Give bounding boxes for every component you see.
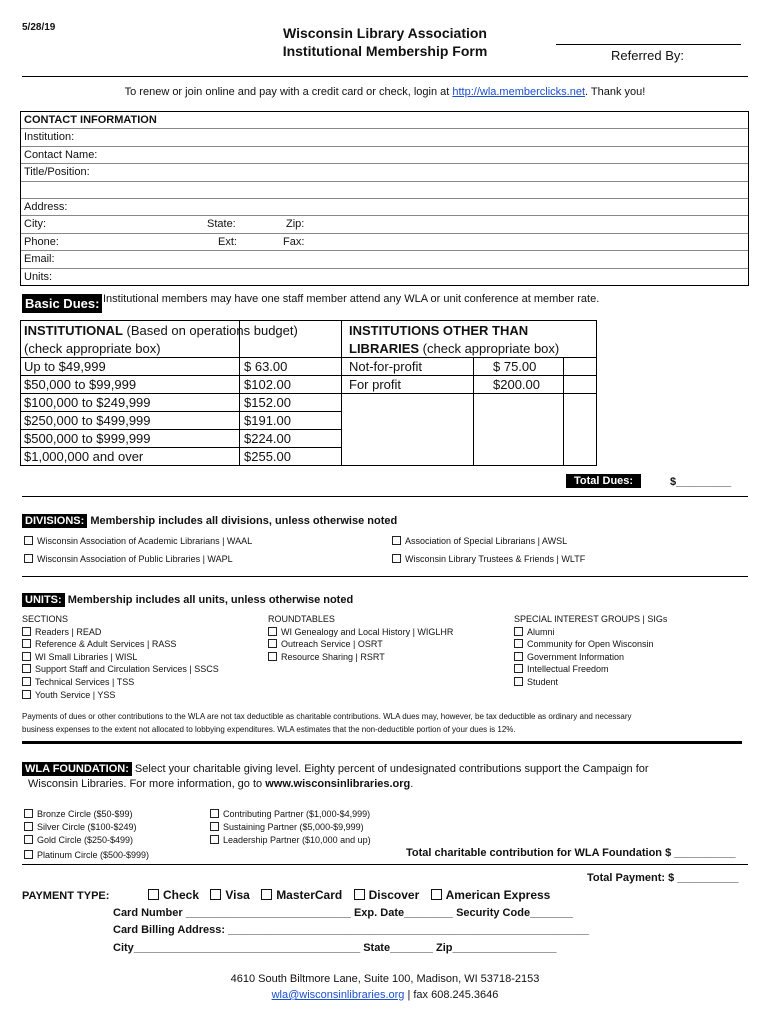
- checkbox-icon[interactable]: [514, 639, 523, 648]
- option-check-label: Check: [163, 888, 200, 902]
- sections-heading: SECTIONS: [22, 614, 69, 624]
- division-awsl-label: Association of Special Librarians | AWSL: [405, 536, 568, 546]
- contact-heading: CONTACT INFORMATION: [21, 112, 748, 129]
- email-label: Email:: [24, 253, 55, 266]
- checkbox-icon[interactable]: [22, 652, 31, 661]
- section-yss-label: Youth Service | YSS: [35, 689, 116, 700]
- divisions-divider: [22, 576, 748, 577]
- option-mastercard-label: MasterCard: [276, 888, 343, 902]
- other-heading-1: INSTITUTIONS OTHER THAN: [349, 323, 529, 338]
- level-platinum[interactable]: [24, 849, 149, 862]
- option-amex-label: American Express: [445, 888, 551, 902]
- foundation-site[interactable]: www.wisconsinlibraries.org: [265, 778, 411, 790]
- dues-range-2: $50,000 to $99,999: [24, 377, 137, 392]
- checkbox-icon[interactable]: [514, 627, 523, 636]
- level-silver-label: Silver Circle ($100-$249): [37, 822, 137, 832]
- option-mastercard[interactable]: [261, 888, 342, 902]
- tax-divider: [22, 741, 742, 744]
- sig-alumni-label: Alumni: [527, 626, 555, 637]
- division-wapl-label: Wisconsin Association of Public Libraries | WAPL: [37, 554, 233, 564]
- checkbox-icon[interactable]: [514, 664, 523, 673]
- total-dues-label: Total Dues:: [566, 474, 641, 488]
- checkbox-icon[interactable]: [210, 809, 219, 818]
- dues-amount-4[interactable]: $191.00: [244, 413, 291, 428]
- org-title: Wisconsin Library Association: [283, 25, 487, 41]
- divisions-heading: [22, 515, 397, 527]
- checkbox-icon[interactable]: [22, 639, 31, 648]
- other-heading-2: [349, 340, 559, 358]
- dues-range-3: $100,000 to $249,999: [24, 395, 151, 410]
- option-check[interactable]: [148, 888, 199, 902]
- section-sscs[interactable]: [22, 663, 219, 676]
- division-awsl[interactable]: [392, 536, 567, 546]
- checkbox-icon[interactable]: [24, 809, 33, 818]
- section-yss[interactable]: [22, 689, 219, 702]
- level-sustaining-label: Sustaining Partner ($5,000-$9,999): [223, 822, 364, 832]
- basic-dues-note: Institutional members may have one staff member attend any WLA or unit conference at member rate.: [103, 293, 600, 305]
- division-wltf[interactable]: [392, 554, 585, 564]
- checkbox-icon[interactable]: [148, 889, 159, 900]
- address-label: Address:: [24, 200, 68, 213]
- dues-range-5: $500,000 to $999,999: [24, 431, 151, 446]
- institutional-heading: [24, 322, 298, 340]
- checkbox-icon[interactable]: [22, 627, 31, 636]
- intro-after: . Thank you!: [585, 86, 646, 98]
- sig-intellectual-freedom-label: Intellectual Freedom: [527, 664, 609, 675]
- checkbox-icon[interactable]: [24, 554, 33, 563]
- state-label: State:: [207, 218, 236, 231]
- institutional-heading-bold: INSTITUTIONAL: [24, 323, 123, 338]
- roundtable-osrt[interactable]: [268, 638, 453, 651]
- foundation-text-1: Select your charitable giving level. Eighty percent of undesignated contributions support the Campaign for: [131, 763, 649, 775]
- dues-amount-5[interactable]: $224.00: [244, 431, 291, 446]
- foundation-levels-right: [210, 808, 371, 847]
- institutional-check-note: (check appropriate box): [24, 341, 161, 356]
- checkbox-icon[interactable]: [514, 652, 523, 661]
- section-tss[interactable]: [22, 676, 219, 689]
- footer-email-link[interactable]: wla@wisconsinlibraries.org: [271, 989, 405, 1001]
- dues-amount-3[interactable]: $152.00: [244, 395, 291, 410]
- other-type-1: Not-for-profit: [349, 359, 422, 374]
- level-silver[interactable]: [24, 821, 149, 834]
- email-field[interactable]: [21, 251, 748, 268]
- section-rass-label: Reference & Adult Services | RASS: [35, 639, 177, 650]
- checkbox-icon[interactable]: [22, 664, 31, 673]
- division-waal-label: Wisconsin Association of Academic Librarians | WAAL: [37, 536, 253, 546]
- units-note: Membership includes all units, unless otherwise noted: [64, 594, 354, 606]
- tax-note-line-2: business expenses to the extent not allocated to lobbying expenditures. WLA estimates that the non-deductible portion of your dues is 12%.: [22, 724, 516, 734]
- foundation-divider: [22, 864, 748, 865]
- foundation-text-2: Wisconsin Libraries. For more information, go to: [28, 778, 266, 790]
- memberclicks-link[interactable]: http://wla.memberclicks.net: [452, 86, 586, 98]
- footer-contact: [0, 989, 770, 1001]
- division-wapl[interactable]: [24, 554, 233, 564]
- other-amount-1[interactable]: $ 75.00: [493, 359, 537, 374]
- option-visa-label: Visa: [225, 888, 250, 902]
- units-label: Units:: [24, 270, 53, 283]
- phone-label: Phone:: [24, 235, 59, 248]
- zip-label: Zip:: [286, 218, 305, 231]
- checkbox-icon[interactable]: [24, 536, 33, 545]
- checkbox-icon[interactable]: [431, 889, 442, 900]
- ext-label: Ext:: [218, 235, 237, 248]
- address-field[interactable]: [21, 199, 748, 216]
- checkbox-icon[interactable]: [268, 652, 277, 661]
- checkbox-icon[interactable]: [22, 690, 31, 699]
- section-read[interactable]: [22, 626, 219, 639]
- checkbox-icon[interactable]: [514, 677, 523, 686]
- level-leadership[interactable]: [210, 834, 371, 847]
- sig-open-wisconsin-label: Community for Open Wisconsin: [527, 639, 654, 650]
- level-contributing-label: Contributing Partner ($1,000-$4,999): [223, 809, 371, 819]
- option-discover-label: Discover: [368, 888, 420, 902]
- referred-by-line[interactable]: [556, 44, 741, 45]
- title-position-field[interactable]: [21, 164, 748, 181]
- sig-government-info[interactable]: [514, 651, 667, 664]
- level-leadership-label: Leadership Partner ($10,000 and up): [223, 835, 371, 845]
- roundtables-column: [268, 613, 453, 663]
- sig-government-info-label: Government Information: [527, 651, 625, 662]
- contact-name-field[interactable]: [21, 147, 748, 164]
- roundtables-heading: ROUNDTABLES: [268, 614, 335, 624]
- section-sscs-label: Support Staff and Circulation Services | SSCS: [35, 664, 219, 675]
- form-title: Institutional Membership Form: [282, 43, 488, 59]
- institution-label: Institution:: [24, 131, 75, 144]
- dues-table: [20, 320, 597, 466]
- foundation-intro: [22, 762, 649, 792]
- total-dues-value[interactable]: $_________: [670, 476, 732, 488]
- footer-fax: | fax 608.245.3646: [404, 989, 499, 1001]
- checkbox-icon[interactable]: [24, 850, 33, 859]
- units-field[interactable]: [21, 269, 748, 285]
- checkbox-icon[interactable]: [261, 889, 272, 900]
- sig-intellectual-freedom[interactable]: [514, 663, 667, 676]
- divisions-label: DIVISIONS:: [22, 514, 87, 528]
- checkbox-icon[interactable]: [210, 889, 221, 900]
- form-date: 5/28/19: [22, 22, 56, 33]
- checkbox-icon[interactable]: [268, 627, 277, 636]
- checkbox-icon[interactable]: [24, 822, 33, 831]
- dues-range-4: $250,000 to $499,999: [24, 413, 151, 428]
- other-amount-2[interactable]: $200.00: [493, 377, 540, 392]
- other-heading-2-bold: LIBRARIES: [349, 341, 420, 356]
- dues-amount-6[interactable]: $255.00: [244, 449, 291, 464]
- referred-by-label: Referred By:: [611, 48, 684, 63]
- other-type-2: For profit: [349, 377, 402, 392]
- checkbox-icon[interactable]: [24, 835, 33, 844]
- section-tss-label: Technical Services | TSS: [35, 676, 135, 687]
- basic-dues-label: Basic Dues:: [22, 294, 102, 313]
- institution-field[interactable]: [21, 129, 748, 146]
- roundtable-osrt-label: Outreach Service | OSRT: [281, 639, 383, 650]
- level-gold-label: Gold Circle ($250-$499): [37, 835, 134, 845]
- sig-student[interactable]: [514, 676, 667, 689]
- units-heading: [22, 594, 353, 606]
- roundtable-wiglhr-label: WI Genealogy and Local History | WIGLHR: [281, 626, 454, 637]
- institutional-heading-sub: (Based on operations budget): [122, 323, 298, 338]
- level-gold[interactable]: [24, 834, 149, 847]
- payment-options: [148, 888, 550, 902]
- city-row[interactable]: [21, 216, 748, 233]
- checkbox-icon[interactable]: [210, 835, 219, 844]
- level-bronze[interactable]: [24, 808, 149, 821]
- units-label-tag: UNITS:: [22, 593, 65, 607]
- checkbox-icon[interactable]: [354, 889, 365, 900]
- tax-note: [22, 711, 752, 736]
- foundation-text-end: .: [410, 778, 414, 790]
- title-position-label: Title/Position:: [24, 166, 90, 179]
- dues-range-1: Up to $49,999: [24, 359, 106, 374]
- checkbox-icon[interactable]: [210, 822, 219, 831]
- sigs-column: [514, 613, 667, 689]
- foundation-levels-left: [24, 808, 149, 862]
- contact-name-label: Contact Name:: [24, 148, 98, 161]
- payment-type-label: PAYMENT TYPE:: [22, 890, 110, 902]
- level-contributing[interactable]: [210, 808, 371, 821]
- section-wisl-label: WI Small Libraries | WISL: [35, 651, 138, 662]
- sigs-heading: SPECIAL INTEREST GROUPS | SIGs: [514, 614, 668, 624]
- roundtable-rsrt[interactable]: [268, 651, 453, 664]
- phone-row[interactable]: [21, 234, 748, 251]
- roundtable-rsrt-label: Resource Sharing | RSRT: [281, 651, 385, 662]
- division-waal[interactable]: [24, 536, 252, 546]
- city-state-zip-line[interactable]: City_____________________________________ State_______ Zip_________________: [113, 942, 557, 954]
- option-amex[interactable]: [431, 888, 551, 902]
- footer-address: 4610 South Biltmore Lane, Suite 100, Madison, WI 53718-2153: [230, 973, 540, 985]
- dues-range-6: $1,000,000 and over: [24, 449, 144, 464]
- other-check-note: (check appropriate box): [419, 341, 560, 356]
- blank-row[interactable]: [21, 182, 748, 199]
- section-rass[interactable]: [22, 638, 219, 651]
- division-wltf-label: Wisconsin Library Trustees & Friends | WLTF: [405, 554, 586, 564]
- divisions-note: Membership includes all divisions, unless otherwise noted: [87, 515, 398, 527]
- card-number-line[interactable]: Card Number ___________________________ Exp. Date________ Security Code_______: [113, 907, 573, 919]
- dues-divider: [22, 496, 748, 497]
- option-discover[interactable]: [354, 888, 420, 902]
- foundation-total[interactable]: Total charitable contribution for WLA Foundation $ __________: [406, 847, 736, 859]
- level-sustaining[interactable]: [210, 821, 371, 834]
- section-read-label: Readers | READ: [35, 626, 102, 637]
- checkbox-icon[interactable]: [392, 554, 401, 563]
- sig-alumni[interactable]: [514, 626, 667, 639]
- foundation-label: WLA FOUNDATION:: [22, 762, 132, 776]
- section-wisl[interactable]: [22, 651, 219, 664]
- city-label: City:: [24, 218, 46, 231]
- header-divider: [22, 76, 748, 77]
- sections-column: [22, 613, 219, 701]
- total-payment[interactable]: Total Payment: $ __________: [587, 872, 739, 884]
- level-platinum-label: Platinum Circle ($500-$999): [37, 850, 150, 860]
- dues-amount-2[interactable]: $102.00: [244, 377, 291, 392]
- intro-text: [0, 86, 770, 98]
- checkbox-icon[interactable]: [268, 639, 277, 648]
- dues-amount-1[interactable]: $ 63.00: [244, 359, 288, 374]
- sig-open-wisconsin[interactable]: [514, 638, 667, 651]
- checkbox-icon[interactable]: [392, 536, 401, 545]
- roundtable-wiglhr[interactable]: [268, 626, 453, 639]
- contact-table: [20, 111, 749, 286]
- billing-address-line[interactable]: Card Billing Address: ___________________________________________________________: [113, 924, 590, 936]
- tax-note-line-1: Payments of dues or other contributions to the WLA are not tax deductible as charitable contributions. WLA dues may, however, be tax deductible as ordinary and necessary: [22, 712, 632, 721]
- intro-before: To renew or join online and pay with a credit card or check, login at: [124, 86, 453, 98]
- fax-label: Fax:: [283, 235, 305, 248]
- checkbox-icon[interactable]: [22, 677, 31, 686]
- level-bronze-label: Bronze Circle ($50-$99): [37, 809, 133, 819]
- option-visa[interactable]: [210, 888, 249, 902]
- sig-student-label: Student: [527, 676, 559, 687]
